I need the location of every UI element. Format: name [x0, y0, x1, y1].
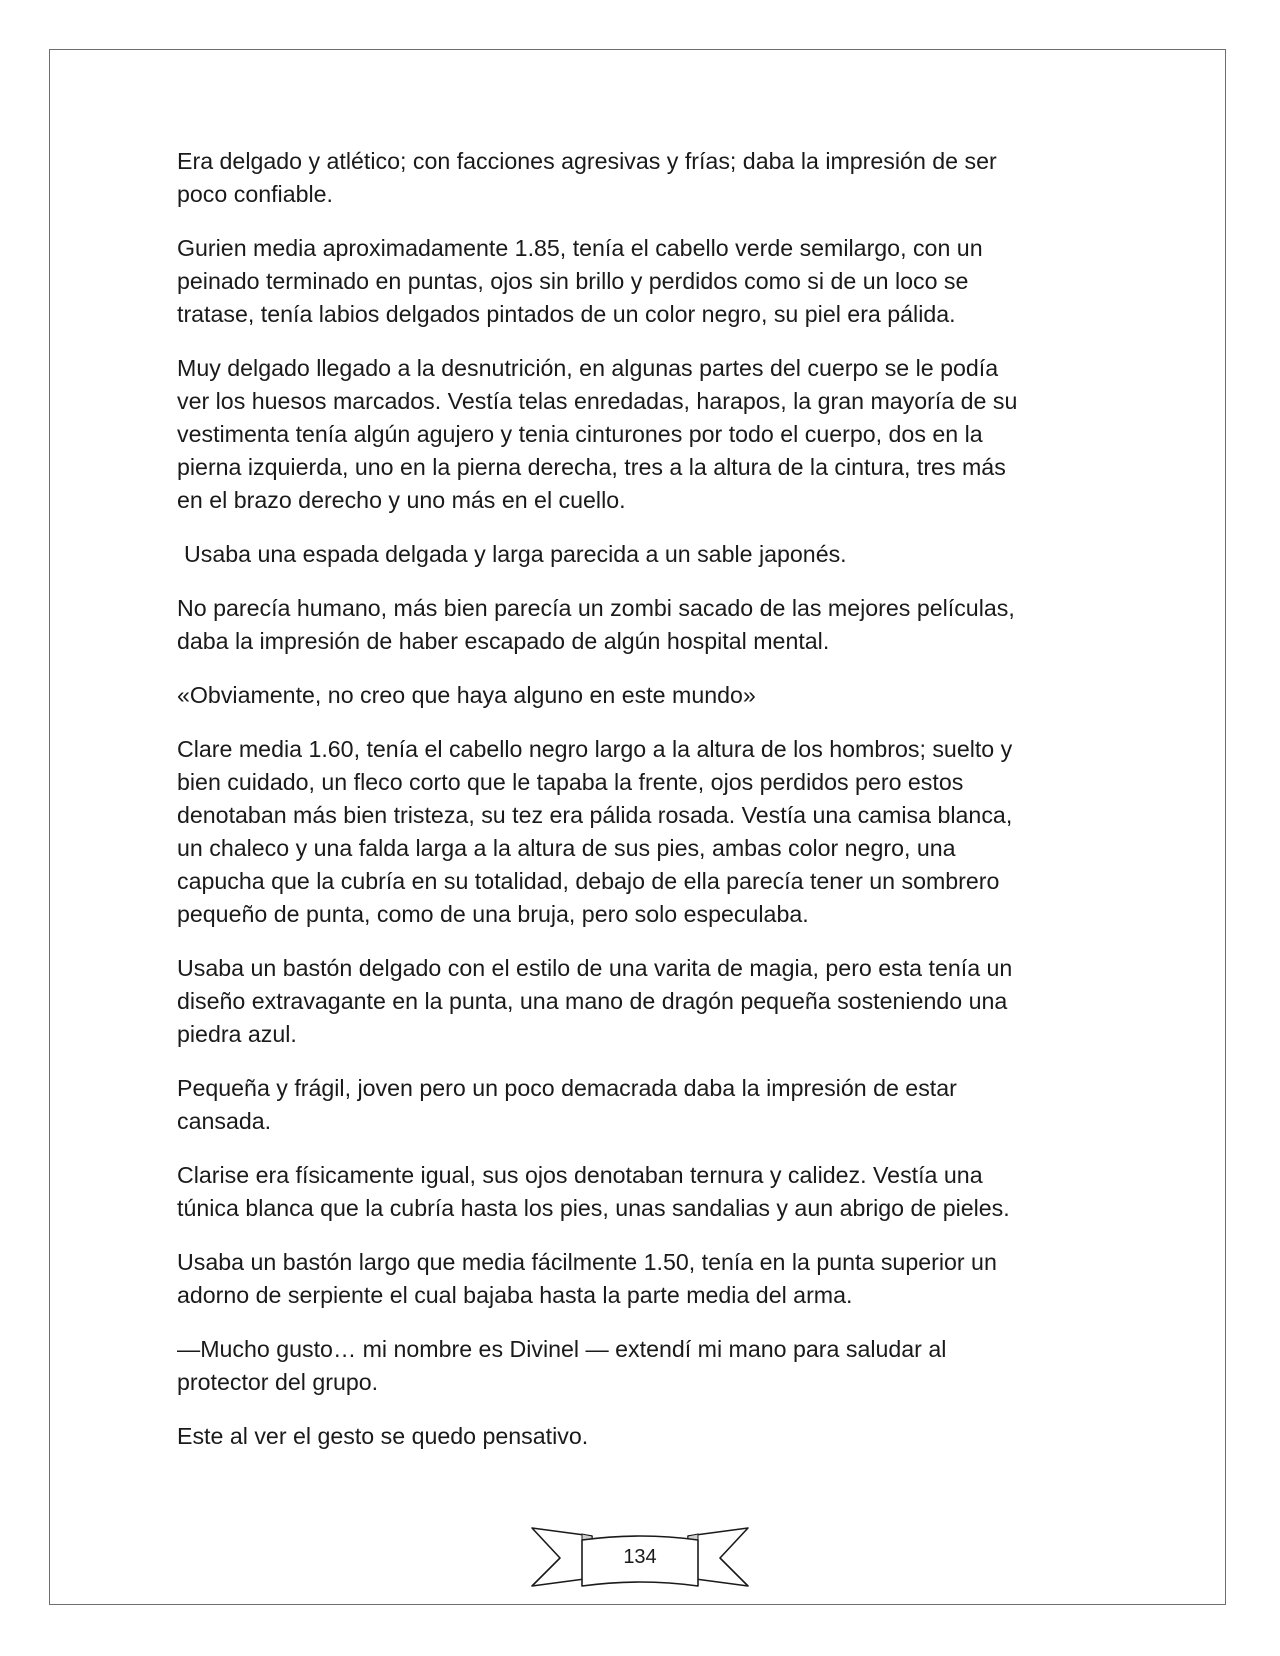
text-line: Usaba un bastón largo que media fácilmente 1.50, tenía en la punta superior un — [177, 1249, 997, 1275]
text-line: Gurien media aproximadamente 1.85, tenía el cabello verde semilargo, con un — [177, 235, 983, 261]
text-line: Clarise era físicamente igual, sus ojos denotaban ternura y calidez. Vestía una — [177, 1162, 983, 1188]
text-line: denotaban más bien tristeza, su tez era pálida rosada. Vestía una camisa blanca, — [177, 802, 1013, 828]
text-line: daba la impresión de haber escapado de algún hospital mental. — [177, 628, 830, 654]
text-line: adorno de serpiente el cual bajaba hasta la parte media del arma. — [177, 1282, 853, 1308]
text-line: pierna izquierda, uno en la pierna derecha, tres a la altura de la cintura, tres más — [177, 454, 1006, 480]
page-number: 134 — [623, 1546, 657, 1568]
text-line: vestimenta tenía algún agujero y tenia cinturones por todo el cuerpo, dos en la — [177, 421, 983, 447]
page-footer — [530, 1522, 750, 1594]
paragraph — [177, 679, 1097, 712]
text-line: un chaleco y una falda larga a la altura de sus pies, ambas color negro, una — [177, 835, 956, 861]
text-line: en el brazo derecho y uno más en el cuello. — [177, 487, 626, 513]
text-line: poco confiable. — [177, 181, 333, 207]
text-line: cansada. — [177, 1108, 272, 1134]
paragraph — [177, 352, 1097, 517]
text-line: túnica blanca que la cubría hasta los pies, unas sandalias y aun abrigo de pieles. — [177, 1195, 1010, 1221]
text-line: Este al ver el gesto se quedo pensativo. — [177, 1423, 589, 1449]
paragraph — [177, 232, 1097, 331]
paragraph — [177, 1246, 1097, 1312]
document-body — [177, 145, 1097, 1474]
text-line: Usaba un bastón delgado con el estilo de una varita de magia, pero esta tenía un — [177, 955, 1013, 981]
text-line: peinado terminado en puntas, ojos sin brillo y perdidos como si de un loco se — [177, 268, 969, 294]
paragraph — [177, 1159, 1097, 1225]
text-line: Usaba una espada delgada y larga parecida a un sable japonés. — [184, 541, 847, 567]
paragraph — [177, 538, 1097, 571]
paragraph — [177, 952, 1097, 1051]
text-line: —Mucho gusto… mi nombre es Divinel — extendí mi mano para saludar al — [177, 1336, 947, 1362]
text-line: pequeño de punta, como de una bruja, pero solo especulaba. — [177, 901, 809, 927]
text-line: No parecía humano, más bien parecía un zombi sacado de las mejores películas, — [177, 595, 1015, 621]
text-line: Pequeña y frágil, joven pero un poco demacrada daba la impresión de estar — [177, 1075, 957, 1101]
text-line: «Obviamente, no creo que haya alguno en este mundo» — [177, 682, 756, 708]
text-line: Clare media 1.60, tenía el cabello negro largo a la altura de los hombros; suelto y — [177, 736, 1013, 762]
paragraph — [177, 733, 1097, 931]
paragraph — [177, 1072, 1097, 1138]
text-line: capucha que la cubría en su totalidad, debajo de ella parecía tener un sombrero — [177, 868, 1000, 894]
paragraph — [177, 592, 1097, 658]
text-line: Era delgado y atlético; con facciones agresivas y frías; daba la impresión de ser — [177, 148, 997, 174]
paragraph — [177, 1333, 1097, 1399]
text-line: tratase, tenía labios delgados pintados de un color negro, su piel era pálida. — [177, 301, 956, 327]
paragraph — [177, 1420, 1097, 1453]
text-line: diseño extravagante en la punta, una mano de dragón pequeña sosteniendo una — [177, 988, 1008, 1014]
text-line: Muy delgado llegado a la desnutrición, en algunas partes del cuerpo se le podía — [177, 355, 999, 381]
paragraph — [177, 145, 1097, 211]
text-line: bien cuidado, un fleco corto que le tapaba la frente, ojos perdidos pero estos — [177, 769, 964, 795]
text-line: piedra azul. — [177, 1021, 297, 1047]
text-line: ver los huesos marcados. Vestía telas enredadas, harapos, la gran mayoría de su — [177, 388, 1018, 414]
text-line: protector del grupo. — [177, 1369, 379, 1395]
